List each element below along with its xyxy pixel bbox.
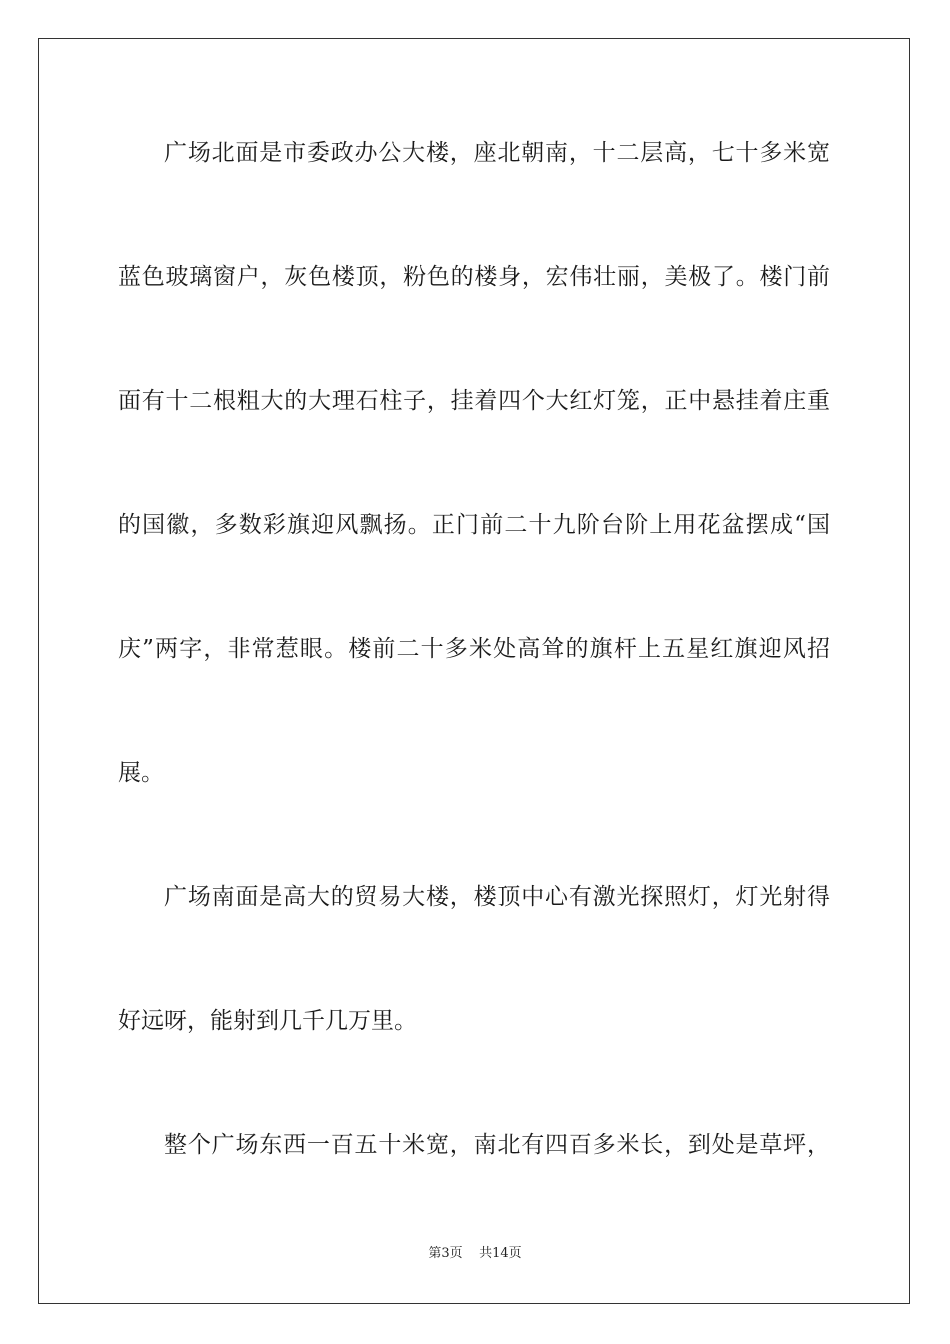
page-footer [0, 1244, 950, 1264]
page-border [38, 38, 910, 1304]
text-line-5: 庆”两字，非常惹眼。楼前二十多米处高耸的旗杆上五星红旗迎风招 [118, 636, 830, 662]
text-line-7: 广场南面是高大的贸易大楼，楼顶中心有激光探照灯，灯光射得 [164, 884, 830, 910]
text-line-8: 好远呀，能射到几千几万里。 [118, 1008, 417, 1034]
text-line-1: 广场北面是市委政办公大楼，座北朝南，十二层高，七十多米宽 [164, 140, 830, 166]
page-number: 第3页 [428, 1246, 463, 1261]
text-line-4: 的国徽，多数彩旗迎风飘扬。正门前二十九阶台阶上用花盆摆成“国 [118, 512, 830, 538]
text-line-2: 蓝色玻璃窗户，灰色楼顶，粉色的楼身，宏伟壮丽，美极了。楼门前 [118, 264, 830, 290]
page-total: 共14页 [479, 1246, 522, 1261]
text-line-6: 展。 [118, 760, 164, 786]
text-line-3: 面有十二根粗大的大理石柱子，挂着四个大红灯笼，正中悬挂着庄重 [118, 388, 830, 414]
text-line-9: 整个广场东西一百五十米宽，南北有四百多米长，到处是草坪， [164, 1132, 830, 1158]
